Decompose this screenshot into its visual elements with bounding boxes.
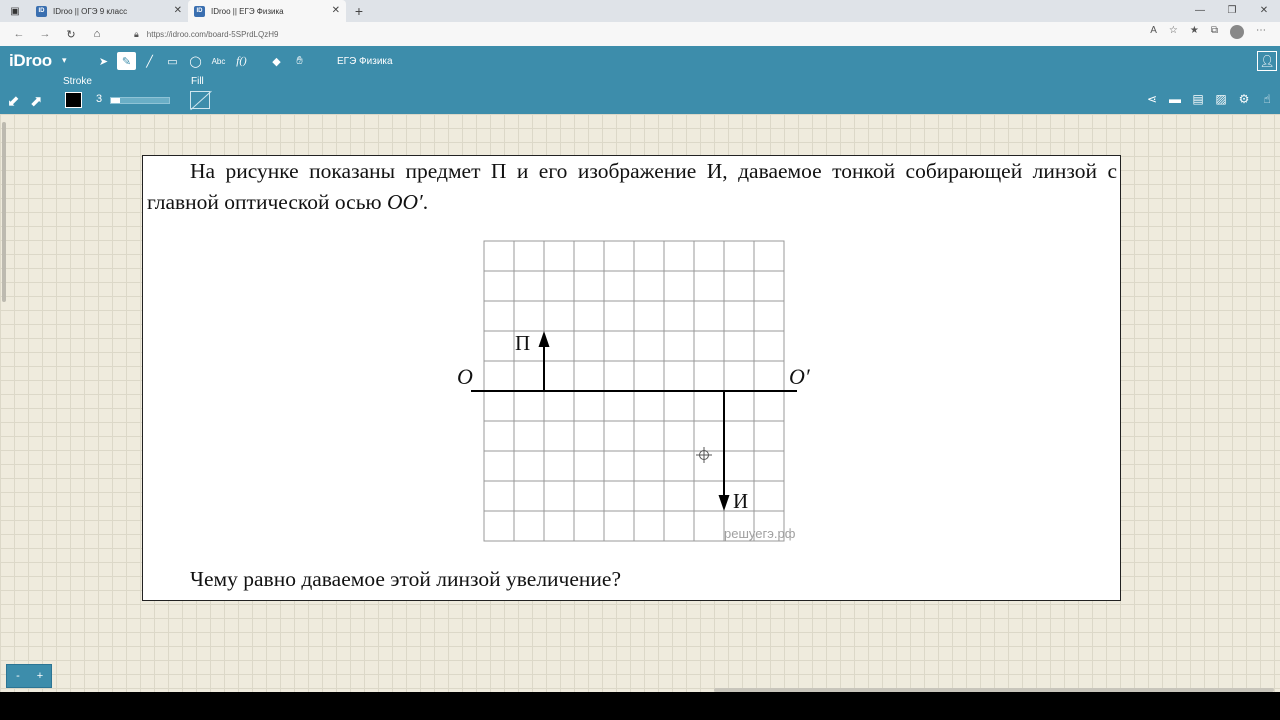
hand-icon[interactable]: ✋︎	[296, 54, 303, 67]
taskbar-strip	[0, 692, 1280, 720]
fill-label: Fill	[191, 76, 204, 87]
move-cursor-icon	[696, 447, 712, 463]
window-controls	[1184, 0, 1280, 22]
board-title[interactable]: ЕГЭ Физика	[337, 56, 393, 67]
profile-icon[interactable]	[1230, 25, 1244, 39]
address-bar	[0, 22, 1280, 46]
problem-text	[147, 156, 1117, 218]
zoom-in-button[interactable]: +	[29, 665, 51, 687]
label-image: И	[733, 489, 749, 513]
eraser-icon[interactable]: ◆	[272, 55, 281, 68]
browser-tab-ege[interactable]	[188, 0, 346, 22]
lens-diagram	[457, 241, 843, 561]
stroke-size-slider[interactable]	[110, 97, 170, 104]
arrow-end-icon[interactable]: ⬈	[30, 93, 43, 110]
board-actions	[1145, 92, 1274, 106]
pointer-icon[interactable]: ☝︎	[1263, 92, 1271, 106]
tab-actions-icon[interactable]: ▣	[10, 5, 20, 17]
zoom-out-button[interactable]: -	[7, 665, 29, 687]
rectangle-icon[interactable]: ▭	[167, 55, 178, 68]
favorites-icon[interactable]: ★	[1189, 25, 1199, 36]
drawing-tools	[94, 52, 309, 70]
image-icon[interactable]: ▨	[1215, 92, 1227, 106]
restore-icon[interactable]: ❐	[1227, 5, 1237, 16]
settings-icon[interactable]: ⚙	[1238, 92, 1250, 106]
problem-image[interactable]	[142, 155, 1121, 601]
line-icon[interactable]: ╱	[146, 55, 153, 68]
lock-icon: 🔒︎	[134, 28, 139, 39]
arrow-start-icon[interactable]: ⬋	[7, 93, 20, 110]
tab-title: IDroo || ЕГЭ Физика	[211, 6, 284, 16]
label-object: П	[515, 331, 531, 355]
page-icon[interactable]: ▤	[1192, 92, 1204, 106]
label-o: O	[457, 364, 473, 389]
zoom-controls	[6, 664, 52, 688]
formula-icon[interactable]: f()	[236, 55, 247, 67]
ellipse-icon[interactable]: ◯	[189, 55, 202, 68]
back-icon[interactable]: ←	[13, 28, 25, 40]
vertical-scrollbar[interactable]	[2, 122, 6, 302]
refresh-icon[interactable]: ↻	[66, 28, 76, 41]
stroke-color-swatch[interactable]	[65, 92, 82, 108]
text-icon[interactable]: Abc	[211, 56, 226, 66]
url-text: https://idroo.com/board-5SPrdLQzH9	[146, 29, 279, 39]
problem-text-body: На рисунке показаны предмет П и его изображение И, даваемое тонкой собирающей линзой с главной оптической осью	[147, 159, 1117, 214]
new-tab-icon[interactable]: +	[354, 3, 364, 19]
app-toolbar	[0, 46, 1280, 114]
tab-title: IDroo || ОГЭ 9 класс	[53, 6, 128, 16]
user-icon[interactable]: 👤︎	[1257, 51, 1277, 71]
watermark: решуегэ.рф	[724, 526, 796, 541]
close-tab-icon[interactable]: ✕	[173, 5, 182, 16]
read-aloud-icon[interactable]: A	[1150, 25, 1157, 36]
add-favorite-icon[interactable]: ☆	[1168, 25, 1178, 36]
close-window-icon[interactable]: ✕	[1259, 5, 1269, 16]
more-icon[interactable]: ⋯	[1256, 25, 1266, 36]
question-text: Чему равно даваемое этой линзой увеличение?	[190, 567, 622, 591]
browser-actions	[1150, 25, 1266, 39]
chat-icon[interactable]: ▬	[1169, 92, 1181, 106]
problem-text-end: .	[422, 190, 429, 214]
pen-icon[interactable]: ✎	[117, 52, 136, 70]
collections-icon[interactable]: ⧉	[1210, 25, 1218, 36]
chevron-down-icon[interactable]: ▾	[62, 55, 67, 65]
url-field[interactable]	[134, 26, 1104, 42]
cursor-icon[interactable]: ➤	[98, 55, 109, 68]
label-o-prime: O′	[789, 364, 810, 389]
slider-handle[interactable]	[111, 98, 120, 103]
share-icon[interactable]: ⋖	[1146, 92, 1158, 106]
app-logo[interactable]: iDroo	[9, 51, 52, 70]
minimize-icon[interactable]: —	[1195, 5, 1205, 16]
axis-symbol: OO′	[386, 190, 423, 214]
forward-icon[interactable]: →	[39, 28, 51, 40]
home-icon[interactable]: ⌂	[93, 28, 101, 40]
favicon-icon: ID	[36, 6, 47, 17]
favicon-icon: ID	[194, 6, 205, 17]
stroke-size-value: 3	[96, 93, 103, 105]
stroke-label: Stroke	[63, 76, 92, 87]
browser-tab-oge[interactable]	[30, 0, 188, 22]
whiteboard-canvas[interactable]	[0, 114, 1280, 692]
browser-tab-bar	[0, 0, 1280, 22]
close-tab-icon[interactable]: ✕	[331, 5, 340, 16]
fill-color-swatch[interactable]	[190, 91, 210, 109]
